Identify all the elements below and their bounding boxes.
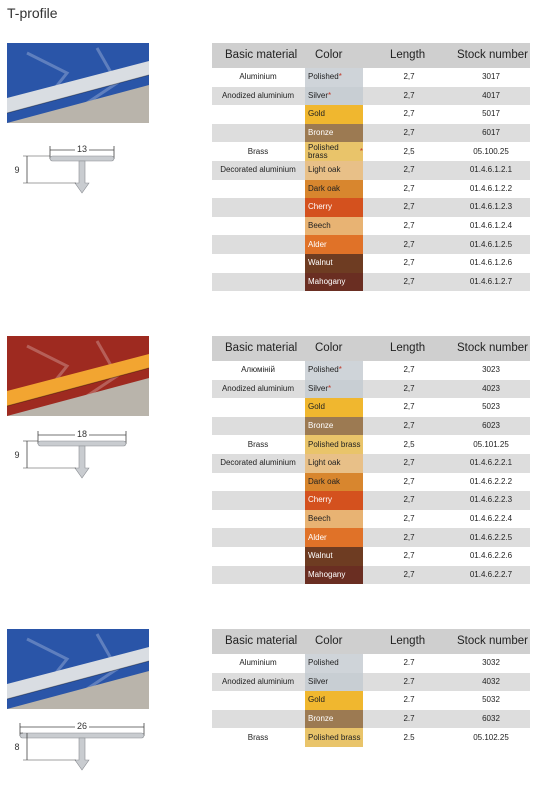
cell-color-swatch [305,528,363,547]
table-row [212,142,530,161]
height-value: 9 [14,450,20,460]
length-value: 2,7 [403,221,415,231]
profile-drawing [7,430,157,488]
page-title: T-profile [7,5,58,21]
cell-basic-material [212,380,304,399]
cell-length [364,142,454,161]
cell-basic-material [212,691,304,710]
table-row [212,161,530,180]
cell-basic-material [212,547,304,566]
asterisk-mark: * [338,72,342,82]
material-text: Brass [247,732,269,742]
length-value: 2,7 [403,532,415,542]
product-photo [7,629,149,709]
cell-basic-material [212,710,304,729]
stock-number-value: 01.4.6.2.2.3 [469,495,513,505]
profile-stem [75,738,89,770]
material-text: Anodized aluminium [221,383,295,393]
length-value: 2,7 [403,458,415,468]
header-basic-material: Basic material [225,342,298,354]
stock-number-value: 5017 [482,109,500,119]
color-name: Cherry [308,495,333,505]
cell-stock-number [452,161,530,180]
cell-length [364,161,454,180]
cell-stock-number [452,398,530,417]
cell-basic-material [212,491,304,510]
header-color: Color [315,49,343,61]
table-row [212,510,530,529]
cell-color-swatch [305,254,363,273]
cell-basic-material [212,124,304,143]
cell-stock-number [452,510,530,529]
cell-basic-material [212,473,304,492]
cell-basic-material [212,528,304,547]
cell-color-swatch [305,124,363,143]
cell-length [364,454,454,473]
stock-number-value: 3032 [482,658,500,668]
color-name: Alder [308,239,327,249]
color-name: Polished brass [308,439,361,449]
color-name: Polished [308,72,339,82]
cell-basic-material [212,68,304,87]
cell-stock-number [452,142,530,161]
color-name: Walnut [308,551,333,561]
color-name: Dark oak [308,183,341,193]
table-row [212,491,530,510]
color-name: Mahogany [308,276,346,286]
material-text: Decorated aluminium [220,458,296,468]
table-row [212,398,530,417]
cell-stock-number [452,473,530,492]
stock-number-value: 6017 [482,128,500,138]
cell-basic-material [212,105,304,124]
table-row [212,254,530,273]
header-length: Length [390,342,426,354]
cell-basic-material [212,161,304,180]
cell-length [364,124,454,143]
cell-stock-number [452,454,530,473]
product-table [212,43,530,291]
color-name: Silver [308,383,329,393]
asterisk-mark: * [338,365,342,375]
cell-color-swatch [305,398,363,417]
cell-stock-number [452,217,530,236]
cell-stock-number [452,673,530,692]
material-text: Anodized aluminium [221,676,295,686]
table-header [212,629,530,654]
cell-length [364,380,454,399]
length-value: 2,7 [403,476,415,486]
stock-number-value: 01.4.6.2.2.5 [469,532,513,542]
cell-color-swatch [305,547,363,566]
cell-color-swatch [305,68,363,87]
color-name: Mahogany [308,569,346,579]
table-row [212,728,530,747]
material-text: Алюміній [241,365,275,375]
header-length: Length [390,49,426,61]
color-name: Gold [308,695,325,705]
cell-color-swatch [305,198,363,217]
cell-length [364,510,454,529]
cell-stock-number [452,380,530,399]
length-value: 2,7 [403,421,415,431]
length-value: 2,7 [403,239,415,249]
stock-number-value: 05.101.25 [473,439,509,449]
stock-number-value: 01.4.6.2.2.7 [469,569,513,579]
cell-basic-material [212,566,304,585]
height-value: 9 [14,165,20,175]
header-color: Color [315,342,343,354]
length-value: 2,7 [403,514,415,524]
cell-color-swatch [305,87,363,106]
color-name: Walnut [308,258,333,268]
color-name: Gold [308,402,325,412]
stock-number-value: 01.4.6.2.2.4 [469,514,513,524]
cell-color-swatch [305,217,363,236]
stock-number-value: 3023 [482,365,500,375]
material-text: Brass [247,146,269,156]
product-photo [7,336,149,416]
length-value: 2.5 [403,732,415,742]
table-row [212,673,530,692]
cell-stock-number [452,180,530,199]
cell-stock-number [452,528,530,547]
cell-length [364,491,454,510]
asterisk-mark: * [359,146,363,156]
cell-basic-material [212,673,304,692]
color-name: Gold [308,109,325,119]
cell-basic-material [212,654,304,673]
cell-length [364,473,454,492]
profile-top-flange [38,441,126,446]
stock-number-value: 4032 [482,676,500,686]
cell-length [364,87,454,106]
color-name: Bronze [308,128,334,138]
cell-stock-number [452,417,530,436]
color-name: Beech [308,514,331,524]
stock-number-value: 01.4.6.1.2.1 [469,165,513,175]
cell-basic-material [212,728,304,747]
table-row [212,473,530,492]
stock-number-value: 05.102.25 [473,732,509,742]
table-row [212,235,530,254]
table-row [212,710,530,729]
material-text: Aluminium [239,658,277,668]
table-row [212,361,530,380]
cell-basic-material [212,361,304,380]
profile-top-flange [50,156,114,161]
height-value: 8 [14,742,20,752]
cell-color-swatch [305,235,363,254]
header-stock-number: Stock number [457,49,528,61]
cell-basic-material [212,180,304,199]
stock-number-value: 4023 [482,383,500,393]
table-row [212,198,530,217]
length-value: 2,7 [403,183,415,193]
cell-basic-material [212,398,304,417]
product-table [212,629,530,747]
cell-length [364,528,454,547]
length-value: 2,5 [403,146,415,156]
cell-length [364,710,454,729]
width-value: 18 [76,430,88,439]
cell-color-swatch [305,380,363,399]
table-header [212,43,530,68]
length-value: 2,7 [403,128,415,138]
cell-basic-material [212,142,304,161]
cell-color-swatch [305,673,363,692]
stock-number-value: 01.4.6.1.2.2 [469,183,513,193]
cell-color-swatch [305,161,363,180]
table-row [212,417,530,436]
table-row [212,87,530,106]
table-row [212,124,530,143]
cell-stock-number [452,361,530,380]
cell-basic-material [212,198,304,217]
cell-stock-number [452,691,530,710]
cell-color-swatch [305,691,363,710]
length-value: 2,7 [403,276,415,286]
length-value: 2.7 [403,658,415,668]
stock-number-value: 6023 [482,421,500,431]
stock-number-value: 6032 [482,714,500,724]
table-row [212,380,530,399]
color-name: Beech [308,221,331,231]
cell-basic-material [212,417,304,436]
header-color: Color [315,635,343,647]
material-text: Brass [247,439,269,449]
cell-length [364,398,454,417]
length-value: 2,7 [403,90,415,100]
stock-number-value: 01.4.6.2.2.2 [469,476,513,486]
table-row [212,654,530,673]
cell-color-swatch [305,361,363,380]
product-table [212,336,530,584]
cell-length [364,217,454,236]
cell-length [364,198,454,217]
color-name: Polished [308,365,339,375]
table-row [212,217,530,236]
cell-stock-number [452,254,530,273]
color-name: Alder [308,532,327,542]
length-value: 2,7 [403,165,415,175]
length-value: 2,7 [403,258,415,268]
cell-length [364,566,454,585]
cell-color-swatch [305,654,363,673]
cell-length [364,105,454,124]
color-name: Polished brass [308,732,361,742]
cell-color-swatch [305,142,363,161]
cell-basic-material [212,87,304,106]
cell-length [364,417,454,436]
cell-stock-number [452,198,530,217]
table-row [212,180,530,199]
cell-length [364,180,454,199]
color-name: Dark oak [308,476,341,486]
cell-length [364,728,454,747]
length-value: 2,5 [403,439,415,449]
profile-top-flange [20,733,144,738]
cell-length [364,273,454,292]
length-value: 2.7 [403,695,415,705]
cell-color-swatch [305,728,363,747]
color-name: Polished brass [308,142,339,160]
table-row [212,691,530,710]
cell-basic-material [212,254,304,273]
stock-number-value: 01.4.6.1.2.6 [469,258,513,268]
length-value: 2,7 [403,495,415,505]
profile-stem [75,161,89,193]
cell-stock-number [452,235,530,254]
width-value: 26 [76,722,88,731]
length-value: 2,7 [403,202,415,212]
cell-length [364,435,454,454]
cell-stock-number [452,566,530,585]
asterisk-mark: * [328,383,332,393]
asterisk-mark: * [328,90,332,100]
table-row [212,528,530,547]
stock-number-value: 01.4.6.2.2.1 [469,458,513,468]
cell-color-swatch [305,417,363,436]
table-row [212,547,530,566]
cell-color-swatch [305,105,363,124]
length-value: 2,7 [403,109,415,119]
cell-color-swatch [305,435,363,454]
cell-length [364,654,454,673]
stock-number-value: 01.4.6.1.2.7 [469,276,513,286]
color-name: Silver [308,90,329,100]
cell-basic-material [212,273,304,292]
stock-number-value: 01.4.6.1.2.5 [469,239,513,249]
cell-stock-number [452,105,530,124]
cell-basic-material [212,217,304,236]
table-row [212,566,530,585]
color-name: Light oak [308,165,341,175]
color-name: Polished [308,658,339,668]
stock-number-value: 01.4.6.1.2.4 [469,221,513,231]
header-stock-number: Stock number [457,342,528,354]
cell-length [364,691,454,710]
cell-length [364,673,454,692]
cell-basic-material [212,235,304,254]
header-basic-material: Basic material [225,49,298,61]
cell-basic-material [212,510,304,529]
product-photo [7,43,149,123]
stock-number-value: 01.4.6.1.2.3 [469,202,513,212]
cell-length [364,68,454,87]
length-value: 2.7 [403,676,415,686]
cell-stock-number [452,547,530,566]
length-value: 2,7 [403,569,415,579]
material-text: Aluminium [239,72,277,82]
stock-number-value: 5032 [482,695,500,705]
cell-stock-number [452,435,530,454]
color-name: Cherry [308,202,333,212]
length-value: 2,7 [403,402,415,412]
cell-stock-number [452,124,530,143]
length-value: 2,7 [403,72,415,82]
cell-length [364,254,454,273]
stock-number-value: 01.4.6.2.2.6 [469,551,513,561]
color-name: Bronze [308,421,334,431]
table-header [212,336,530,361]
header-length: Length [390,635,426,647]
cell-color-swatch [305,566,363,585]
cell-color-swatch [305,491,363,510]
cell-color-swatch [305,273,363,292]
length-value: 2,7 [403,383,415,393]
color-name: Bronze [308,714,334,724]
profile-drawing [7,145,157,203]
length-value: 2,7 [403,551,415,561]
cell-color-swatch [305,473,363,492]
stock-number-value: 3017 [482,72,500,82]
table-row [212,435,530,454]
table-row [212,454,530,473]
cell-stock-number [452,654,530,673]
cell-stock-number [452,491,530,510]
material-text: Anodized aluminium [221,90,295,100]
cell-color-swatch [305,454,363,473]
cell-stock-number [452,273,530,292]
table-row [212,68,530,87]
cell-basic-material [212,454,304,473]
cell-length [364,361,454,380]
cell-color-swatch [305,180,363,199]
cell-color-swatch [305,510,363,529]
cell-basic-material [212,435,304,454]
color-name: Silver [308,676,329,686]
material-text: Decorated aluminium [220,165,296,175]
cell-stock-number [452,710,530,729]
cell-stock-number [452,68,530,87]
cell-length [364,547,454,566]
table-row [212,105,530,124]
length-value: 2,7 [403,365,415,375]
cell-color-swatch [305,710,363,729]
header-stock-number: Stock number [457,635,528,647]
stock-number-value: 05.100.25 [473,146,509,156]
cell-stock-number [452,728,530,747]
length-value: 2.7 [403,714,415,724]
cell-stock-number [452,87,530,106]
width-value: 13 [76,145,88,154]
cell-length [364,235,454,254]
stock-number-value: 4017 [482,90,500,100]
table-row [212,273,530,292]
profile-stem [75,446,89,478]
profile-drawing [7,722,157,780]
color-name: Light oak [308,458,341,468]
stock-number-value: 5023 [482,402,500,412]
header-basic-material: Basic material [225,635,298,647]
